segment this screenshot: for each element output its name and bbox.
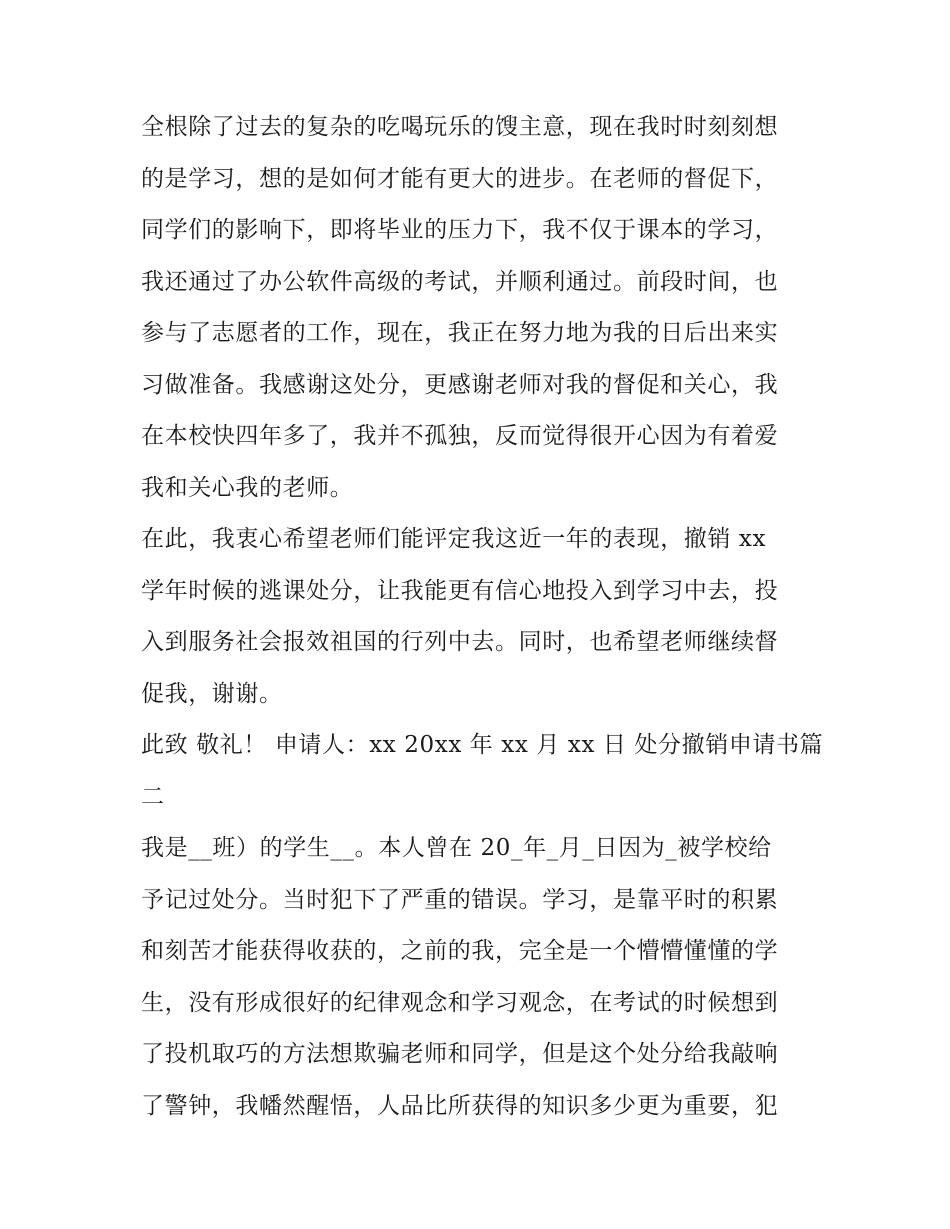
text-line: 生，没有形成很好的纪律观念和学习观念，在考试的时候想到	[141, 989, 779, 1016]
text-line: 和刻苦才能获得收获的，之前的我，完全是一个懵懵懂懂的学	[141, 938, 779, 964]
text-line: 我还通过了办公软件高级的考试，并顺利通过。前段时间，也	[141, 268, 779, 295]
text-line: 我是__班）的学生__。本人曾在 20_年_月_日因为_被学校给	[141, 835, 772, 861]
text-line: 予记过处分。当时犯下了严重的错误。学习，是靠平时的积累	[141, 886, 779, 913]
body-text	[141, 102, 824, 1132]
text-line: 在此，我衷心希望老师们能评定我这近一年的表现，撤销 xx	[141, 526, 767, 552]
text-line: 同学们的影响下，即将毕业的压力下，我不仅于课本的学习，	[141, 217, 779, 243]
text-line: 促我，谢谢。	[141, 680, 283, 707]
text-line: 了警钟，我幡然醒悟，人品比所获得的知识多少更为重要，犯	[141, 1092, 779, 1119]
text-line: 我和关心我的老师。	[141, 474, 354, 501]
text-line: 全根除了过去的复杂的吃喝玩乐的馊主意，现在我时时刻刻想	[141, 114, 779, 140]
text-line: 在本校快四年多了，我并不孤独，反而觉得很开心因为有着爱	[141, 423, 779, 449]
text-line: 的是学习，想的是如何才能有更大的进步。在老师的督促下，	[141, 165, 779, 192]
text-line: 习做准备。我感谢这处分，更感谢老师对我的督促和关心，我	[141, 371, 779, 398]
text-line: 参与了志愿者的工作，现在，我正在努力地为我的日后出来实	[141, 320, 779, 346]
text-line: 此致 敬礼！ 申请人：xx 20xx 年 xx 月 xx 日 处分撤销申请书篇	[141, 732, 824, 758]
text-line: 学年时候的逃课处分，让我能更有信心地投入到学习中去，投	[141, 577, 779, 604]
text-line: 了投机取巧的方法想欺骗老师和同学，但是这个处分给我敲响	[141, 1041, 779, 1067]
text-line: 二	[141, 783, 165, 810]
text-line: 入到服务社会报效祖国的行列中去。同时，也希望老师继续督	[141, 629, 779, 655]
